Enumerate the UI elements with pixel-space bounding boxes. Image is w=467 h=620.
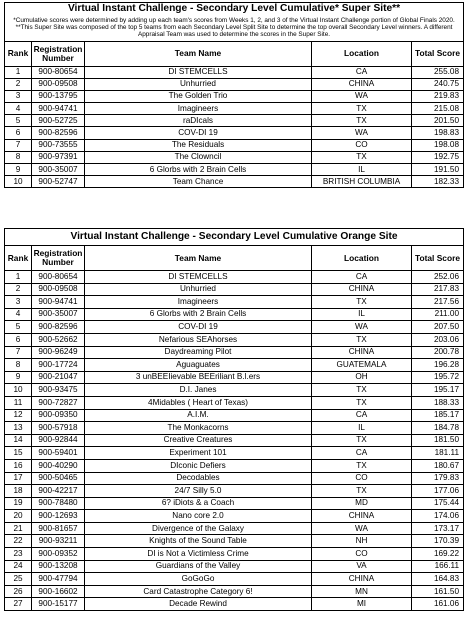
cell-location: WA bbox=[312, 127, 412, 139]
cell-location: TX bbox=[312, 296, 412, 309]
cell-location: CHINA bbox=[312, 283, 412, 296]
cell-total-score: 164.83 bbox=[412, 573, 464, 586]
cell-rank: 5 bbox=[5, 115, 32, 127]
table-row bbox=[5, 127, 464, 139]
cell-team-name: A.I.M. bbox=[85, 409, 312, 422]
cell-location: IL bbox=[312, 164, 412, 176]
cell-location: BRITISH COLUMBIA bbox=[312, 176, 412, 188]
cell-total-score: 217.56 bbox=[412, 296, 464, 309]
cell-rank: 24 bbox=[5, 560, 32, 573]
cell-rank: 12 bbox=[5, 409, 32, 422]
cell-rank: 6 bbox=[5, 127, 32, 139]
cell-total-score: 201.50 bbox=[412, 115, 464, 127]
cell-registration-number: 900-50465 bbox=[32, 472, 85, 485]
cell-registration-number: 900-13208 bbox=[32, 560, 85, 573]
table-row bbox=[5, 459, 464, 472]
cell-total-score: 198.83 bbox=[412, 127, 464, 139]
table-row bbox=[5, 472, 464, 485]
table-row bbox=[5, 497, 464, 510]
cell-registration-number: 900-40290 bbox=[32, 459, 85, 472]
cell-total-score: 169.22 bbox=[412, 548, 464, 561]
cell-rank: 2 bbox=[5, 78, 32, 90]
cell-registration-number: 900-16602 bbox=[32, 585, 85, 598]
cell-total-score: 203.06 bbox=[412, 333, 464, 346]
cell-total-score: 161.50 bbox=[412, 585, 464, 598]
cell-total-score: 184.78 bbox=[412, 422, 464, 435]
cell-registration-number: 900-09350 bbox=[32, 409, 85, 422]
cell-team-name: Imagineers bbox=[85, 296, 312, 309]
cell-location: WA bbox=[312, 522, 412, 535]
cell-rank: 27 bbox=[5, 598, 32, 611]
cell-registration-number: 900-81657 bbox=[32, 522, 85, 535]
cell-team-name: COV-DI 19 bbox=[85, 321, 312, 334]
cell-registration-number: 900-12693 bbox=[32, 510, 85, 523]
cell-total-score: 196.28 bbox=[412, 359, 464, 372]
cell-team-name: Decade Rewind bbox=[85, 598, 312, 611]
cell-location: MI bbox=[312, 598, 412, 611]
cell-rank: 6 bbox=[5, 333, 32, 346]
cell-team-name: Team Chance bbox=[85, 176, 312, 188]
cell-team-name: GoGoGo bbox=[85, 573, 312, 586]
cell-rank: 11 bbox=[5, 396, 32, 409]
cell-team-name: DIconic Defiers bbox=[85, 459, 312, 472]
cell-team-name: DI is Not a Victimless Crime bbox=[85, 548, 312, 561]
cell-total-score: 174.06 bbox=[412, 510, 464, 523]
table-row bbox=[5, 359, 464, 372]
cell-registration-number: 900-09508 bbox=[32, 283, 85, 296]
cell-team-name: Decodables bbox=[85, 472, 312, 485]
orange-site-title: Virtual Instant Challenge - Secondary Level Cumulative Orange Site bbox=[5, 229, 464, 246]
cell-registration-number: 900-93475 bbox=[32, 384, 85, 397]
cell-total-score: 166.11 bbox=[412, 560, 464, 573]
header-registration-number: Registration Number bbox=[32, 41, 85, 66]
header-location: Location bbox=[312, 246, 412, 271]
table-row bbox=[5, 585, 464, 598]
cell-rank: 7 bbox=[5, 346, 32, 359]
cell-rank: 19 bbox=[5, 497, 32, 510]
cell-team-name: Daydreaming Pilot bbox=[85, 346, 312, 359]
table-row bbox=[5, 434, 464, 447]
cell-total-score: 240.75 bbox=[412, 78, 464, 90]
cell-team-name: 24/7 Silly 5.0 bbox=[85, 485, 312, 498]
super-site-title: Virtual Instant Challenge - Secondary Level Cumulative* Super Site** bbox=[5, 3, 464, 17]
cell-team-name: The Residuals bbox=[85, 139, 312, 151]
header-total-score: Total Score bbox=[412, 41, 464, 66]
super-site-table bbox=[4, 2, 464, 188]
table-row bbox=[5, 308, 464, 321]
cell-registration-number: 900-82596 bbox=[32, 127, 85, 139]
super-site-note-composition: **This Super Site was composed of the top 5 teams from each Secondary Level Split Site to determine the top overall Secondary Level winners. A different Appraisal Team was used to determine the scores in the Super Site. bbox=[5, 24, 464, 41]
cell-total-score: 179.83 bbox=[412, 472, 464, 485]
cell-team-name: D.I. Janes bbox=[85, 384, 312, 397]
cell-location: CA bbox=[312, 409, 412, 422]
orange-site-header-row bbox=[5, 246, 464, 271]
cell-location: CHINA bbox=[312, 573, 412, 586]
cell-location: CO bbox=[312, 472, 412, 485]
cell-rank: 26 bbox=[5, 585, 32, 598]
cell-location: TX bbox=[312, 103, 412, 115]
cell-location: VA bbox=[312, 560, 412, 573]
cell-total-score: 173.17 bbox=[412, 522, 464, 535]
table-row bbox=[5, 151, 464, 163]
cell-location: TX bbox=[312, 384, 412, 397]
cell-registration-number: 900-72827 bbox=[32, 396, 85, 409]
cell-total-score: 255.08 bbox=[412, 66, 464, 78]
cell-location: GUATEMALA bbox=[312, 359, 412, 372]
cell-location: IL bbox=[312, 308, 412, 321]
cell-rank: 8 bbox=[5, 151, 32, 163]
cell-registration-number: 900-52725 bbox=[32, 115, 85, 127]
cell-location: CA bbox=[312, 447, 412, 460]
cell-registration-number: 900-73555 bbox=[32, 139, 85, 151]
cell-registration-number: 900-80654 bbox=[32, 271, 85, 284]
cell-total-score: 215.08 bbox=[412, 103, 464, 115]
cell-total-score: 195.72 bbox=[412, 371, 464, 384]
cell-rank: 10 bbox=[5, 176, 32, 188]
super-site-header-row bbox=[5, 41, 464, 66]
cell-team-name: The Monkacorns bbox=[85, 422, 312, 435]
cell-team-name: Divergence of the Galaxy bbox=[85, 522, 312, 535]
cell-registration-number: 900-17724 bbox=[32, 359, 85, 372]
header-rank: Rank bbox=[5, 41, 32, 66]
cell-location: CHINA bbox=[312, 78, 412, 90]
cell-rank: 4 bbox=[5, 308, 32, 321]
cell-team-name: The Golden Trio bbox=[85, 90, 312, 102]
cell-registration-number: 900-09508 bbox=[32, 78, 85, 90]
cell-location: TX bbox=[312, 115, 412, 127]
cell-location: TX bbox=[312, 434, 412, 447]
cell-team-name: 6 Glorbs with 2 Brain Cells bbox=[85, 164, 312, 176]
cell-rank: 20 bbox=[5, 510, 32, 523]
cell-location: WA bbox=[312, 321, 412, 334]
cell-registration-number: 900-47794 bbox=[32, 573, 85, 586]
table-row bbox=[5, 103, 464, 115]
cell-team-name: raDIcals bbox=[85, 115, 312, 127]
table-row bbox=[5, 139, 464, 151]
table-row bbox=[5, 396, 464, 409]
table-row bbox=[5, 548, 464, 561]
cell-total-score: 180.67 bbox=[412, 459, 464, 472]
cell-location: CA bbox=[312, 271, 412, 284]
table-row bbox=[5, 384, 464, 397]
cell-rank: 9 bbox=[5, 164, 32, 176]
cell-total-score: 252.06 bbox=[412, 271, 464, 284]
header-total-score: Total Score bbox=[412, 246, 464, 271]
table-row bbox=[5, 598, 464, 611]
header-rank: Rank bbox=[5, 246, 32, 271]
cell-rank: 25 bbox=[5, 573, 32, 586]
table-row bbox=[5, 296, 464, 309]
table-row bbox=[5, 409, 464, 422]
cell-registration-number: 900-42217 bbox=[32, 485, 85, 498]
header-location: Location bbox=[312, 41, 412, 66]
table-row bbox=[5, 560, 464, 573]
cell-location: IL bbox=[312, 422, 412, 435]
header-team-name: Team Name bbox=[85, 246, 312, 271]
cell-rank: 4 bbox=[5, 103, 32, 115]
cell-team-name: DI STEMCELLS bbox=[85, 271, 312, 284]
cell-team-name: Guardians of the Valley bbox=[85, 560, 312, 573]
cell-total-score: 195.17 bbox=[412, 384, 464, 397]
table-row bbox=[5, 283, 464, 296]
cell-rank: 7 bbox=[5, 139, 32, 151]
cell-total-score: 191.50 bbox=[412, 164, 464, 176]
table-row bbox=[5, 447, 464, 460]
cell-total-score: 219.83 bbox=[412, 90, 464, 102]
table-row bbox=[5, 321, 464, 334]
table-row bbox=[5, 485, 464, 498]
orange-site-table bbox=[4, 228, 464, 611]
cell-registration-number: 900-15177 bbox=[32, 598, 85, 611]
cell-total-score: 181.11 bbox=[412, 447, 464, 460]
cell-total-score: 192.75 bbox=[412, 151, 464, 163]
cell-rank: 18 bbox=[5, 485, 32, 498]
cell-rank: 1 bbox=[5, 66, 32, 78]
cell-rank: 1 bbox=[5, 271, 32, 284]
cell-team-name: 6 Glorbs with 2 Brain Cells bbox=[85, 308, 312, 321]
cell-registration-number: 900-52747 bbox=[32, 176, 85, 188]
cell-rank: 23 bbox=[5, 548, 32, 561]
cell-rank: 13 bbox=[5, 422, 32, 435]
cell-team-name: Unhurried bbox=[85, 78, 312, 90]
table-row bbox=[5, 66, 464, 78]
cell-team-name: Unhurried bbox=[85, 283, 312, 296]
cell-team-name: Experiment 101 bbox=[85, 447, 312, 460]
cell-registration-number: 900-96249 bbox=[32, 346, 85, 359]
cell-registration-number: 900-13795 bbox=[32, 90, 85, 102]
cell-registration-number: 900-94741 bbox=[32, 103, 85, 115]
cell-registration-number: 900-80654 bbox=[32, 66, 85, 78]
cell-registration-number: 900-35007 bbox=[32, 308, 85, 321]
cell-registration-number: 900-52662 bbox=[32, 333, 85, 346]
cell-registration-number: 900-35007 bbox=[32, 164, 85, 176]
cell-rank: 22 bbox=[5, 535, 32, 548]
cell-team-name: The Clowncil bbox=[85, 151, 312, 163]
cell-total-score: 185.17 bbox=[412, 409, 464, 422]
cell-total-score: 170.39 bbox=[412, 535, 464, 548]
cell-team-name: DI STEMCELLS bbox=[85, 66, 312, 78]
cell-location: TX bbox=[312, 485, 412, 498]
cell-registration-number: 900-57918 bbox=[32, 422, 85, 435]
cell-rank: 5 bbox=[5, 321, 32, 334]
table-row bbox=[5, 78, 464, 90]
header-team-name: Team Name bbox=[85, 41, 312, 66]
table-row bbox=[5, 176, 464, 188]
cell-team-name: COV-DI 19 bbox=[85, 127, 312, 139]
cell-registration-number: 900-09352 bbox=[32, 548, 85, 561]
table-row bbox=[5, 573, 464, 586]
cell-team-name: 3 unBEEIievable BEEriliant B.l.ers bbox=[85, 371, 312, 384]
table-row bbox=[5, 510, 464, 523]
cell-registration-number: 900-94741 bbox=[32, 296, 85, 309]
cell-location: CO bbox=[312, 139, 412, 151]
cell-total-score: 175.44 bbox=[412, 497, 464, 510]
cell-total-score: 211.00 bbox=[412, 308, 464, 321]
cell-rank: 2 bbox=[5, 283, 32, 296]
cell-location: WA bbox=[312, 90, 412, 102]
super-site-note-cumulative: *Cumulative scores were determined by adding up each team's scores from Weeks 1, 2, and 3 of the Virtual Instant Challenge portion of Global Finals 2020. bbox=[5, 16, 464, 24]
cell-location: TX bbox=[312, 151, 412, 163]
header-registration-number: Registration Number bbox=[32, 246, 85, 271]
cell-location: MN bbox=[312, 585, 412, 598]
cell-location: CA bbox=[312, 66, 412, 78]
cell-team-name: Imagineers bbox=[85, 103, 312, 115]
cell-total-score: 177.06 bbox=[412, 485, 464, 498]
table-row bbox=[5, 164, 464, 176]
cell-registration-number: 900-78480 bbox=[32, 497, 85, 510]
cell-location: MD bbox=[312, 497, 412, 510]
cell-rank: 16 bbox=[5, 459, 32, 472]
cell-team-name: Creative Creatures bbox=[85, 434, 312, 447]
cell-team-name: 6? iDiots & a Coach bbox=[85, 497, 312, 510]
table-row bbox=[5, 535, 464, 548]
cell-location: TX bbox=[312, 396, 412, 409]
table-row bbox=[5, 90, 464, 102]
cell-rank: 3 bbox=[5, 90, 32, 102]
cell-rank: 15 bbox=[5, 447, 32, 460]
cell-location: OH bbox=[312, 371, 412, 384]
cell-rank: 10 bbox=[5, 384, 32, 397]
cell-registration-number: 900-92844 bbox=[32, 434, 85, 447]
cell-rank: 9 bbox=[5, 371, 32, 384]
cell-location: CHINA bbox=[312, 510, 412, 523]
table-row bbox=[5, 422, 464, 435]
cell-total-score: 217.83 bbox=[412, 283, 464, 296]
cell-registration-number: 900-93211 bbox=[32, 535, 85, 548]
cell-registration-number: 900-97391 bbox=[32, 151, 85, 163]
cell-location: TX bbox=[312, 333, 412, 346]
cell-location: NH bbox=[312, 535, 412, 548]
cell-location: TX bbox=[312, 459, 412, 472]
cell-registration-number: 900-21047 bbox=[32, 371, 85, 384]
cell-team-name: Nano core 2.0 bbox=[85, 510, 312, 523]
cell-rank: 17 bbox=[5, 472, 32, 485]
cell-location: CHINA bbox=[312, 346, 412, 359]
cell-total-score: 182.33 bbox=[412, 176, 464, 188]
cell-total-score: 207.50 bbox=[412, 321, 464, 334]
cell-team-name: Card Catastrophe Category 6! bbox=[85, 585, 312, 598]
table-row bbox=[5, 333, 464, 346]
table-row bbox=[5, 271, 464, 284]
cell-rank: 3 bbox=[5, 296, 32, 309]
cell-team-name: Aguaguates bbox=[85, 359, 312, 372]
cell-total-score: 161.06 bbox=[412, 598, 464, 611]
cell-total-score: 181.50 bbox=[412, 434, 464, 447]
cell-rank: 21 bbox=[5, 522, 32, 535]
table-row bbox=[5, 346, 464, 359]
cell-team-name: Nefarious SEAhorses bbox=[85, 333, 312, 346]
cell-team-name: Knights of the Sound Table bbox=[85, 535, 312, 548]
cell-rank: 14 bbox=[5, 434, 32, 447]
cell-total-score: 188.33 bbox=[412, 396, 464, 409]
cell-registration-number: 900-59401 bbox=[32, 447, 85, 460]
table-row bbox=[5, 522, 464, 535]
cell-registration-number: 900-82596 bbox=[32, 321, 85, 334]
cell-team-name: 4Midables ( Heart of Texas) bbox=[85, 396, 312, 409]
cell-total-score: 198.08 bbox=[412, 139, 464, 151]
table-row bbox=[5, 115, 464, 127]
cell-location: CO bbox=[312, 548, 412, 561]
table-row bbox=[5, 371, 464, 384]
cell-rank: 8 bbox=[5, 359, 32, 372]
cell-total-score: 200.78 bbox=[412, 346, 464, 359]
